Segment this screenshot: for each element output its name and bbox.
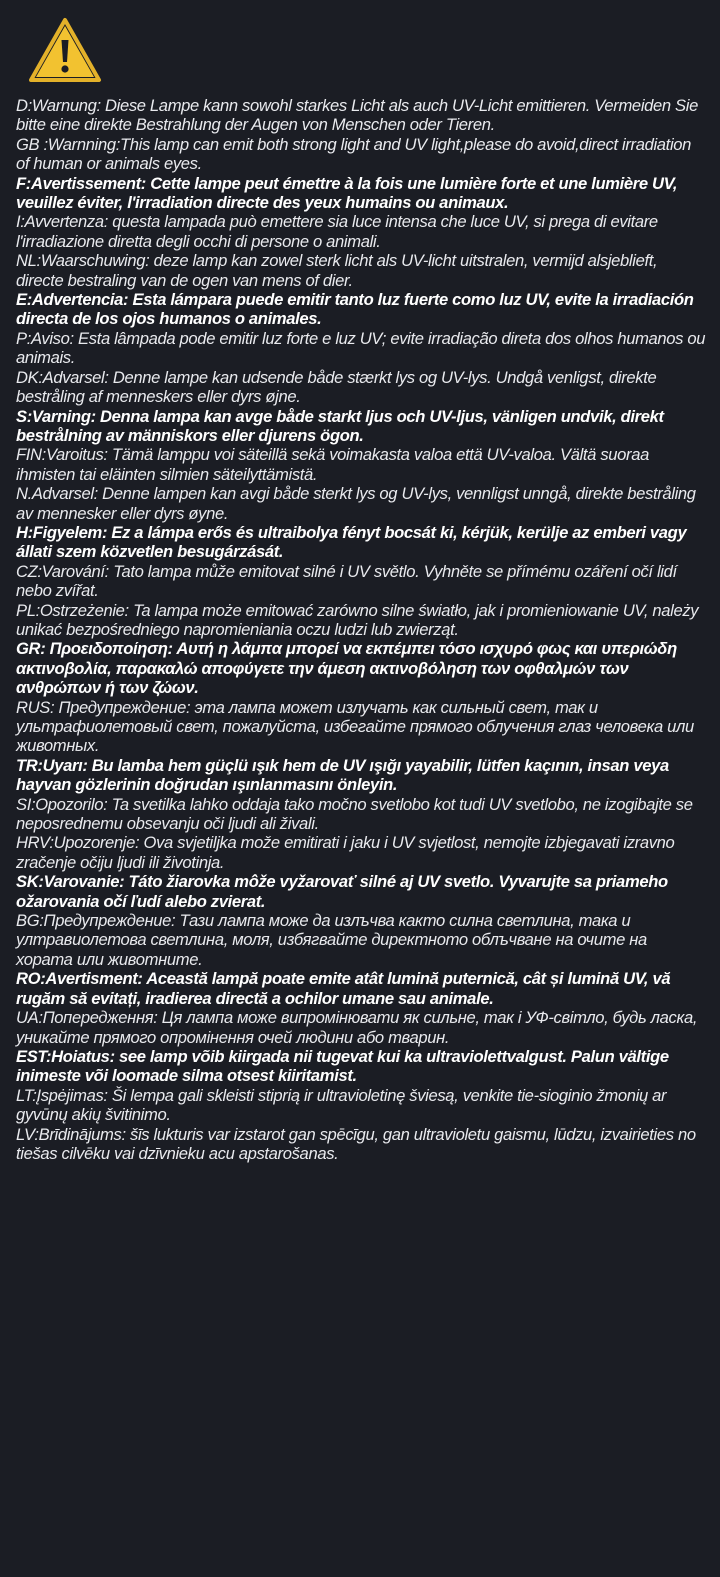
warning-fi: FIN:Varoitus: Tämä lamppu voi säteillä sekä voimakasta valoa että UV-valoa. Vältä suoraa ihmisten tai eläinten silmien säteilyttämistä. xyxy=(16,445,649,484)
warning-ua: UA:Попередження: Ця лампа може випромінювати як сильне, так і УФ-світло, будь ласка, уникайте прямого опромінення очей людини або тварин. xyxy=(16,1008,698,1047)
warning-si: SI:Opozorilo: Ta svetilka lahko oddaja tako močno svetlobo kot tudi UV svetlobo, ne izogibajte se neposrednemu obsevanju oči ljudi ali živali. xyxy=(16,794,693,834)
warning-lv: LV:Brīdinājums: šīs lukturis var izstarot gan spēcīgu, gan ultravioletu gaismu, lūdzu, izvairieties no tiešas cilvēku vai dzīvnieku acu apstarošanas. xyxy=(16,1124,696,1163)
warning-lt: LT:Įspėjimas: Ši lempa gali skleisti stiprią ir ultravioletinę šviesą, venkite tie-sioginio žmonių ar gyvūnų akių švitinimo. xyxy=(16,1085,667,1125)
warning-de: D:Warnung: Diese Lampe kann sowohl starkes Licht als auch UV-Licht emittieren. Vermeiden Sie bitte eine direkte Bestrahlung der Augen von Menschen oder Tieren. xyxy=(16,96,698,135)
warning-es: E:Advertencia: Esta lámpara puede emitir tanto luz fuerte como luz UV, evite la irradiación directa de los ojos humanos o animales. xyxy=(16,290,694,329)
warning-tr: TR:Uyarı: Bu lamba hem güçlü ışık hem de UV ışığı yayabilir, lütfen kaçının, insan veya hayvan gözlerinin doğrudan ışınlanmasını önleyin. xyxy=(16,755,669,795)
warning-no: N.Advarsel: Denne lampen kan avgi både sterkt lys og UV-lys, vennligst unngå, direkte bestråling av mennesker eller dyrs øyne. xyxy=(16,484,696,523)
warning-nl: NL:Waarschuwing: deze lamp kan zowel sterk licht als UV-licht uitstralen, vermijd alsjeblieft, directe bestraling van de ogen van mens of dier. xyxy=(16,251,658,290)
warning-hu: H:Figyelem: Ez a lámpa erős és ultraibolya fényt bocsát ki, kérjük, kerülje az emberi vagy állati szem közvetlen besugárzását. xyxy=(16,522,687,562)
warning-gr: GR: Προειδοποίηση: Αυτή η λάμπα μπορεί να εκπέμπει τόσο ισχυρό φως και υπεριώδη ακτινοβολία, παρακαλώ αποφύγετε την άμεση ακτινοβόληση των οφθαλμών των ανθρώπων ή των ζώων. xyxy=(16,639,677,698)
warning-fr: F:Avertissement: Cette lampe peut émettre à la fois une lumière forte et une lumière UV, veuillez éviter, l'irradiation directe des yeux humains ou animaux. xyxy=(16,173,678,213)
warning-se: S:Varning: Denna lampa kan avge både starkt ljus och UV-ljus, vänligen undvik, direkt bestrålning av människors eller djurens ögon. xyxy=(16,406,664,445)
multilingual-warning-text xyxy=(16,96,706,1163)
warning-pl: PL:Ostrzeżenie: Ta lampa może emitować zarówno silne światło, jak i promieniowanie UV, należy unikać bezpośredniego napromieniania oczu ludzi lub zwierząt. xyxy=(16,600,699,639)
warning-hr: HRV:Upozorenje: Ova svjetiljka može emitirati i jaku i UV svjetlost, nemojte izbjegavati izravno zračenje očiju ljudi ili životinja. xyxy=(16,833,675,872)
warning-gb: GB :Warnning:This lamp can emit both strong light and UV light,please do avoid,direct irradiation of human or animals eyes. xyxy=(16,134,692,174)
warning-cz: CZ:Varování: Tato lampa může emitovat silné i UV světlo. Vyhněte se přímému ozáření očí lidí nebo zvířat. xyxy=(16,561,677,601)
warning-ee: EST:Hoiatus: see lamp võib kiirgada nii tugevat kui ka ultraviolettvalgust. Palun vältige inimeste või loomade silma otsest kiiritamist. xyxy=(16,1046,669,1086)
warning-ru: RUS: Предупреждение: эта лампа может излучать как сильный свет, так и ультрафиолетовый свет, пожалуйста, избегайте прямого облучения глаз человека или животных. xyxy=(16,697,694,756)
warning-ro: RO:Avertisment: Această lampă poate emite atât lumină puternică, cât și lumină UV, vă rugăm să evitați, iradierea directă a ochilor umane sau animale. xyxy=(16,969,671,1008)
warning-dk: DK:Advarsel: Denne lampe kan udsende både stærkt lys og UV-lys. Undgå venligst, direkte bestråling af menneskers eller dyrs øjne. xyxy=(16,367,657,407)
warning-bg: BG:Предупреждение: Тази лампа може да излъчва както силна светлина, така и ултравиолетова светлина, моля, избягвайте директното облъчване на очите на хората или животните. xyxy=(16,911,647,969)
warning-it: I:Avvertenza: questa lampada può emettere sia luce intensa che luce UV, si prega di evitare l'irradiazione diretta degli occhi di persone o animali. xyxy=(16,212,658,251)
warning-sk: SK:Varovanie: Táto žiarovka môže vyžarovať silné aj UV svetlo. Vyvarujte sa priameho ožarovania očí ľudí alebo zvierat. xyxy=(16,872,668,911)
warning-pt: P:Aviso: Esta lâmpada pode emitir luz forte e luz UV; evite irradiação direta dos olhos humanos ou animais. xyxy=(16,328,706,368)
warning-triangle-icon xyxy=(28,16,102,84)
